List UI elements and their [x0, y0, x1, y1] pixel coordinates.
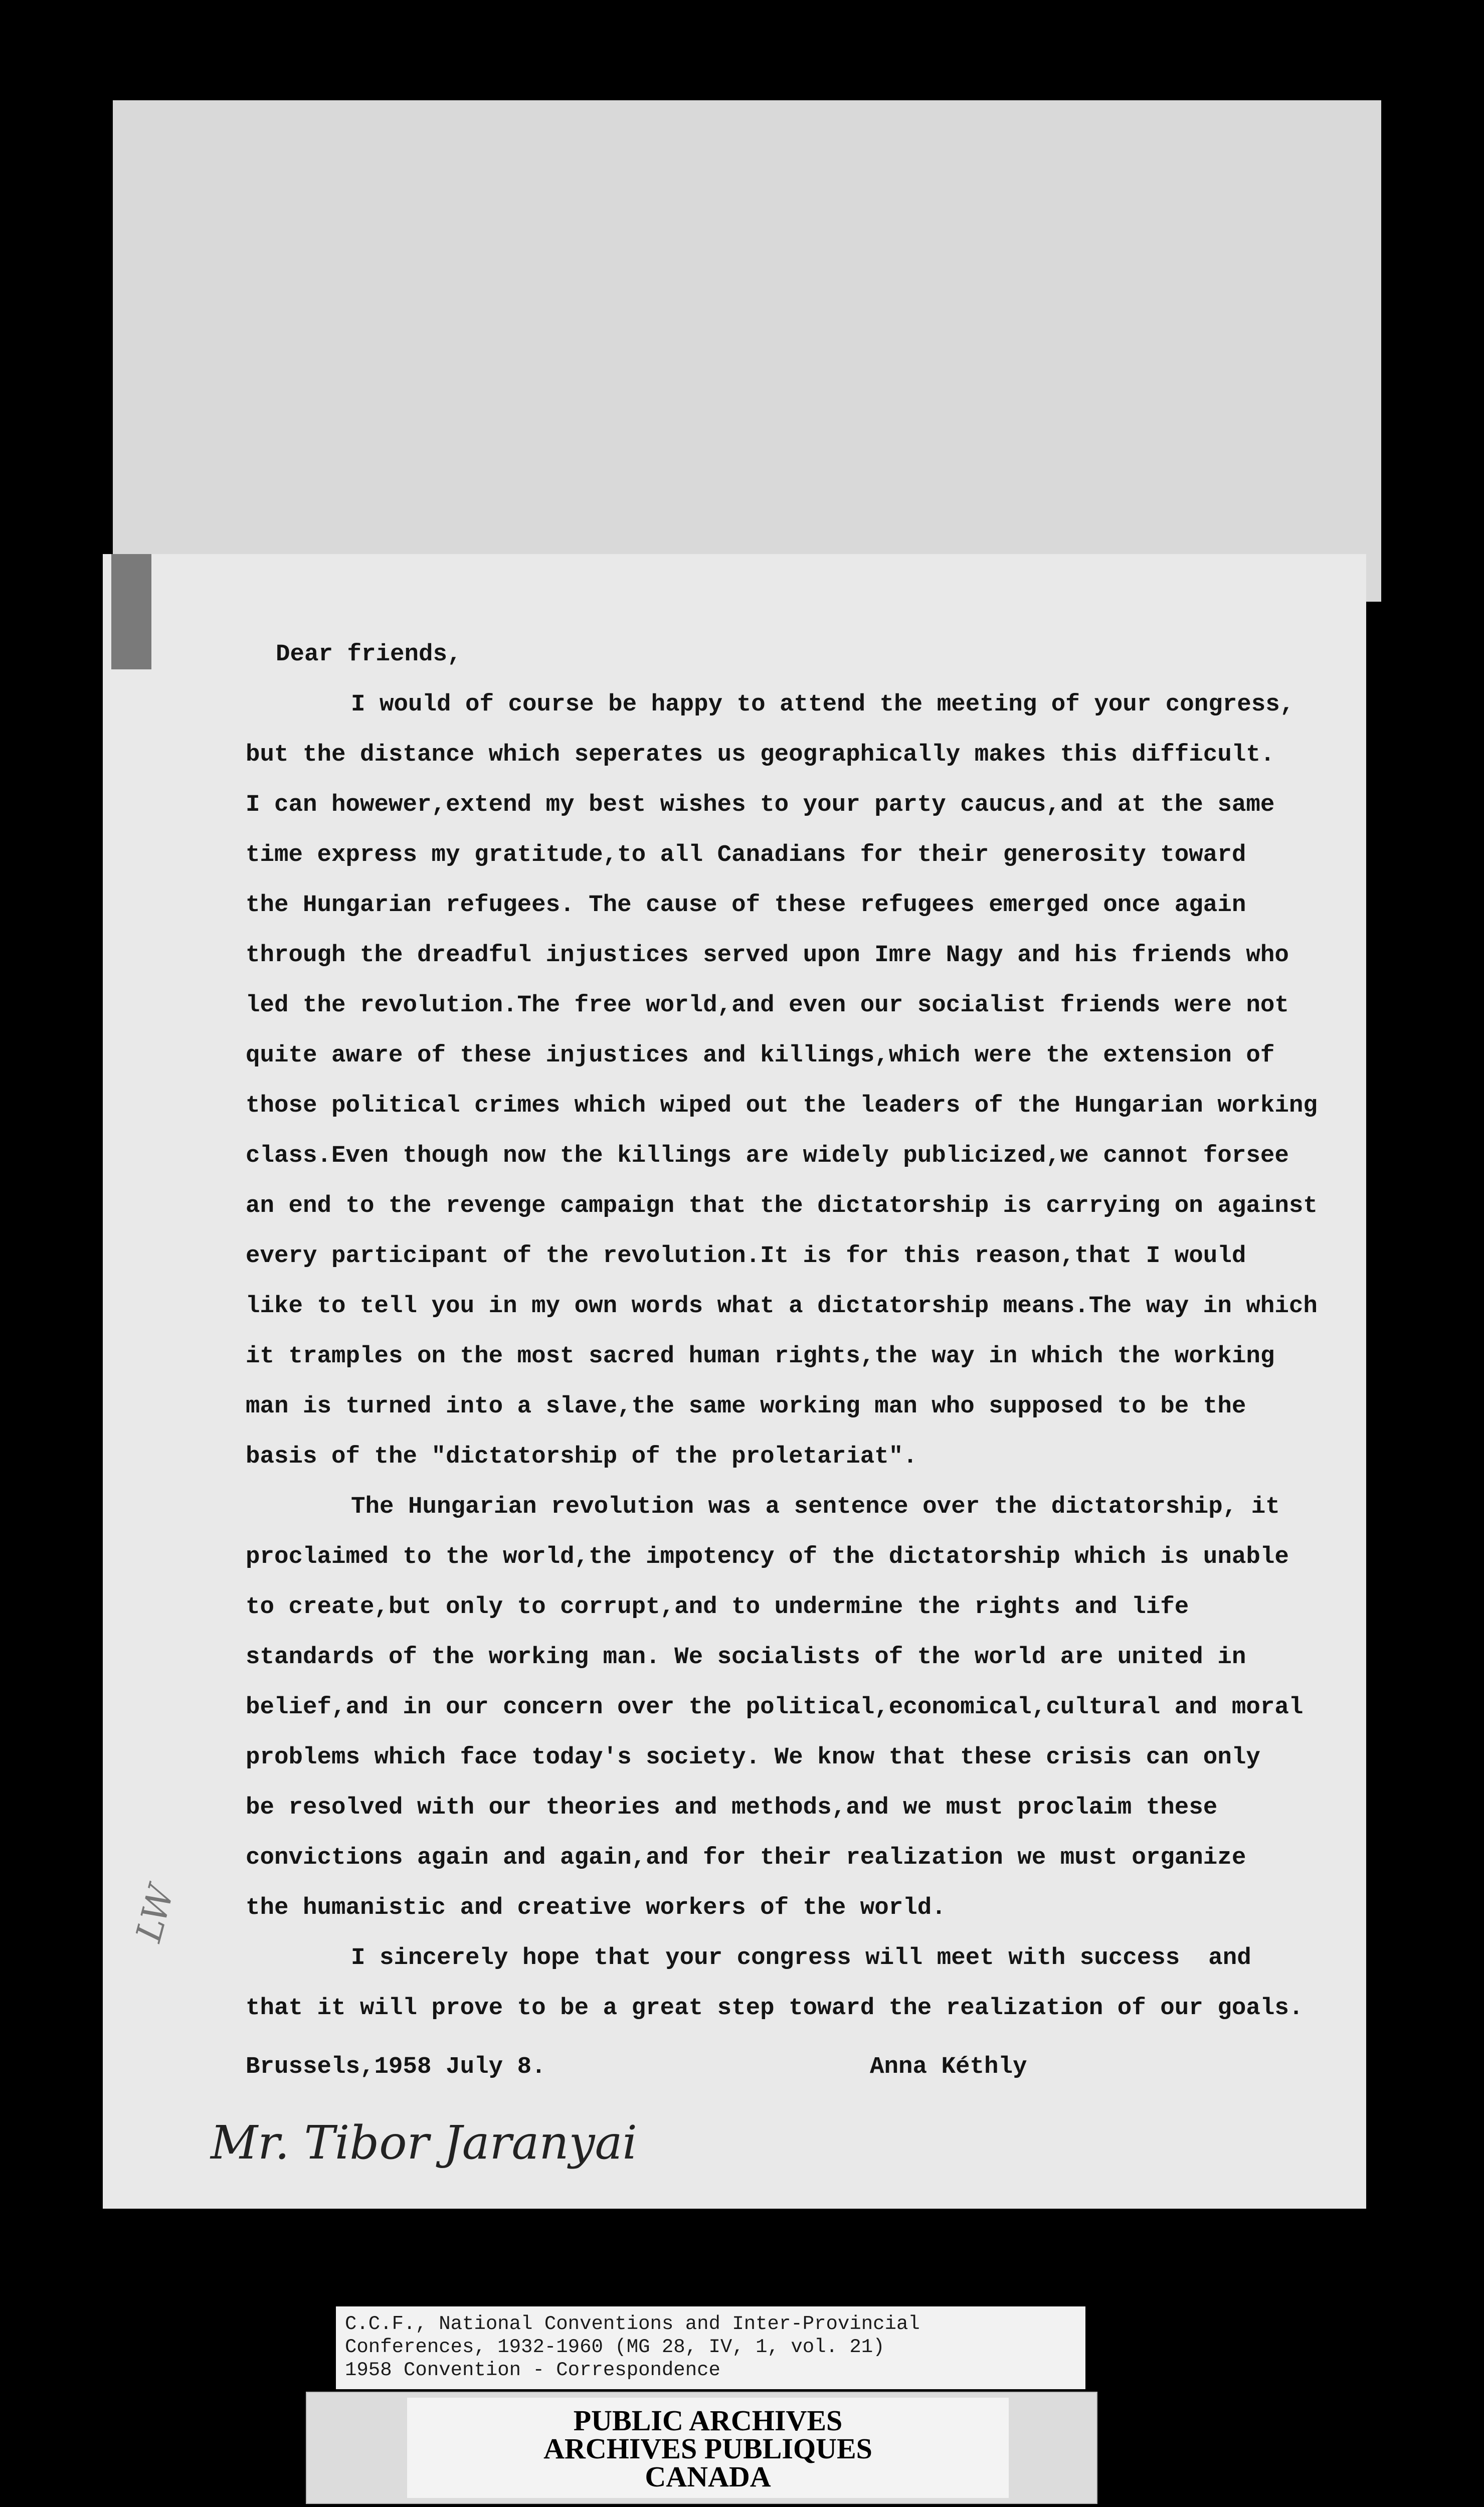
place-date: Brussels,1958 July 8.: [246, 2053, 546, 2080]
letter-line: those political crimes which wiped out the leaders of the Hungarian working: [246, 1092, 1318, 1119]
letter-line: The Hungarian revolution was a sentence over the dictatorship, it: [351, 1493, 1280, 1520]
stamp-text: [407, 2404, 1009, 2493]
letter-line: every participant of the revolution.It is for this reason,that I would: [246, 1242, 1246, 1270]
letter-lines: [246, 679, 1374, 2033]
letter-line: led the revolution.The free world,and even our socialist friends were not: [246, 992, 1289, 1019]
stamp-line3: CANADA: [645, 2460, 771, 2493]
letter-line: but the distance which seperates us geographically makes this difficult.: [246, 741, 1275, 768]
letter-line: through the dreadful injustices served upon Imre Nagy and his friends who: [246, 942, 1289, 969]
letter-line: like to tell you in my own words what a dictatorship means.The way in which: [246, 1293, 1318, 1320]
letter-line: standards of the working man. We socialists of the world are united in: [246, 1644, 1246, 1671]
letter-line: to create,but only to corrupt,and to undermine the rights and life: [246, 1593, 1189, 1621]
letter-line: be resolved with our theories and methods,and we must proclaim these: [246, 1794, 1218, 1821]
stamp-line1: PUBLIC ARCHIVES: [573, 2404, 843, 2437]
letter-line: class.Even though now the killings are widely publicized,we cannot forsee: [246, 1142, 1289, 1169]
stamp-line2: ARCHIVES PUBLIQUES: [543, 2432, 872, 2465]
archives-stamp: [306, 2392, 1097, 2504]
letter-line: I sincerely hope that your congress will meet with success and: [351, 1944, 1251, 1972]
letter-line: proclaimed to the world,the impotency of the dictatorship which is unable: [246, 1543, 1289, 1570]
letter-line: it tramples on the most sacred human rights,the way in which the working: [246, 1343, 1275, 1370]
letter-line: belief,and in our concern over the political,economical,cultural and moral: [246, 1694, 1304, 1721]
letter-body: [246, 629, 1374, 2033]
archive-label: [336, 2306, 1085, 2389]
background-page: [113, 100, 1381, 602]
archive-label-line2: Conferences, 1932-1960 (MG 28, IV, 1, vol. 21): [345, 2336, 885, 2358]
letter-line: quite aware of these injustices and killings,which were the extension of: [246, 1042, 1275, 1069]
archive-label-line1: C.C.F., National Conventions and Inter-Provincial: [345, 2313, 920, 2335]
archive-label-line3: 1958 Convention - Correspondence: [345, 2359, 720, 2381]
letter-line: the humanistic and creative workers of the world.: [246, 1894, 946, 1921]
letter-line: I can howewer,extend my best wishes to your party caucus,and at the same: [246, 791, 1275, 818]
letter-line: an end to the revenge campaign that the dictatorship is carrying on against: [246, 1192, 1318, 1219]
signature: Anna Kéthly: [870, 2053, 1027, 2080]
salutation: Dear friends,: [276, 641, 462, 668]
page-edge-shadow: [111, 554, 151, 669]
stamp-panel: [407, 2398, 1009, 2498]
letter-line: convictions again and again,and for their realization we must organize: [246, 1844, 1246, 1871]
margin-note: LW: [128, 1881, 182, 1946]
letter-line: man is turned into a slave,the same working man who supposed to be the: [246, 1393, 1246, 1420]
letter-line: that it will prove to be a great step toward the realization of our goals.: [246, 1995, 1304, 2022]
letter-line: basis of the "dictatorship of the proletariat".: [246, 1443, 917, 1470]
letter-line: problems which face today's society. We know that these crisis can only: [246, 1744, 1260, 1771]
handwritten-note: Mr. Tibor Jaranyai: [211, 2116, 637, 2170]
letter-line: time express my gratitude,to all Canadians for their generosity toward: [246, 841, 1246, 868]
letter-line: I would of course be happy to attend the meeting of your congress,: [351, 691, 1294, 718]
letter-line: the Hungarian refugees. The cause of these refugees emerged once again: [246, 891, 1246, 919]
